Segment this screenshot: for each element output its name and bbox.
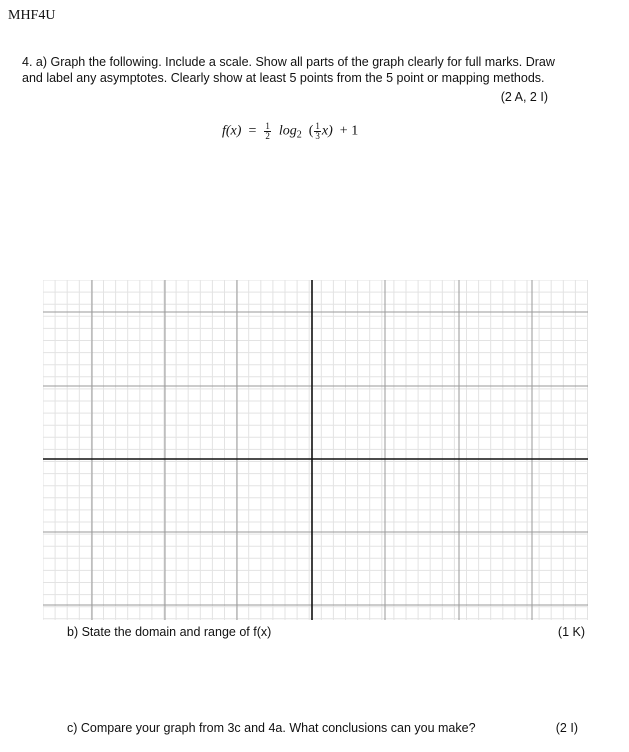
part-c-question: c) Compare your graph from 3c and 4a. What conclusions can you make? bbox=[67, 721, 476, 735]
function-formula bbox=[222, 122, 358, 141]
graph-grid[interactable] bbox=[43, 280, 588, 620]
part-b-question: b) State the domain and range of f(x) bbox=[67, 625, 272, 639]
formula-argument: x) bbox=[321, 123, 333, 139]
coefficient-fraction: $\frac{1}{2}$ bbox=[265, 121, 270, 141]
instructions-line-1: 4. a) Graph the following. Include a scale. Show all parts of the graph clearly for full marks. Draw bbox=[22, 55, 555, 69]
formula-lhs: f(x) bbox=[222, 123, 242, 139]
part-b-marks: (1 K) bbox=[557, 625, 585, 639]
instructions-line-2: and label any asymptotes. Clearly show at least 5 points from the 5 point or mapping methods. bbox=[22, 71, 545, 85]
graph-paper[interactable] bbox=[43, 280, 588, 620]
question-4-instructions bbox=[22, 54, 592, 86]
question-4-marks: (2 A, 2 I) bbox=[500, 90, 548, 104]
formula-log: log bbox=[278, 123, 297, 139]
formula-constant: + 1 bbox=[339, 123, 359, 139]
formula-open-paren: ( bbox=[308, 123, 314, 139]
part-c-marks: (2 I) bbox=[555, 721, 578, 735]
formula-equals: = bbox=[248, 123, 257, 139]
course-code: MHF4U bbox=[8, 8, 56, 23]
argument-fraction: $\frac{1}{3}$ bbox=[315, 121, 320, 141]
log-base: 2 bbox=[296, 129, 302, 141]
